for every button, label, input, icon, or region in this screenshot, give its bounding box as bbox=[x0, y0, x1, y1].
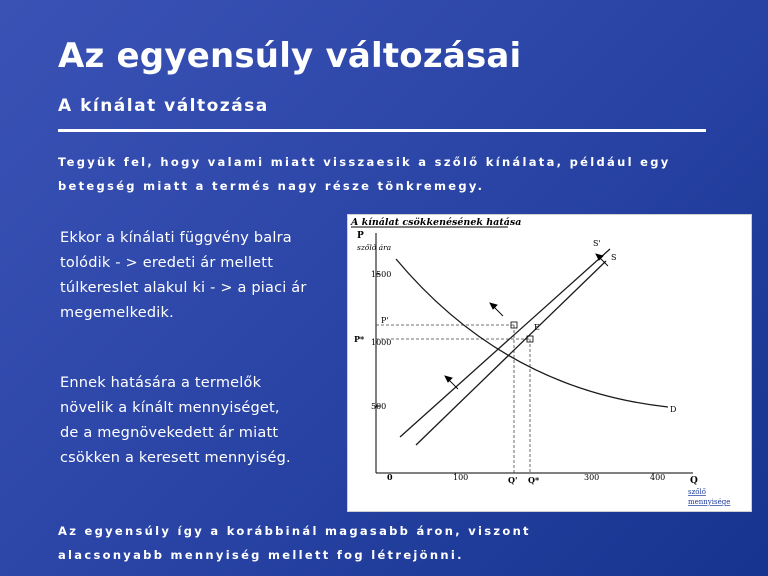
conclusion-line-2: alacsonyabb mennyiség mellett fog létrejönni. bbox=[58, 548, 464, 562]
label-supply-new: S' bbox=[593, 239, 601, 248]
label-demand: D bbox=[670, 405, 677, 414]
title-divider bbox=[58, 129, 706, 132]
y-axis-symbol: P bbox=[357, 231, 364, 241]
x-tick-300: 300 bbox=[584, 473, 600, 482]
y-axis-label: szőlő ára bbox=[357, 243, 392, 252]
conclusion-line-1: Az egyensúly így a korábbinál magasabb áron, viszont bbox=[58, 524, 531, 538]
figure-caption: A kínálat csökkenésének hatása bbox=[351, 217, 522, 228]
label-equilibrium: E bbox=[534, 323, 540, 332]
supply-shift-figure bbox=[347, 214, 752, 512]
x-axis-label-line2: mennyisége bbox=[688, 498, 731, 506]
slide-subtitle: A kínálat változása bbox=[58, 96, 269, 116]
paragraph1-line-2: tolódik - > eredeti ár mellett bbox=[60, 255, 274, 271]
intro-line-2: betegség miatt a termés nagy része tönkremegy. bbox=[58, 179, 485, 193]
paragraph2-line-2: növelik a kínált mennyiséget, bbox=[60, 400, 280, 416]
quantity-marker-old: Q* bbox=[528, 475, 540, 485]
supply-curve-new bbox=[400, 249, 610, 437]
price-marker-new: P' bbox=[381, 316, 389, 325]
slide-title: Az egyensúly változásai bbox=[58, 36, 522, 76]
paragraph2-line-4: csökken a keresett mennyiség. bbox=[60, 450, 291, 466]
x-axis-symbol: Q bbox=[690, 476, 698, 486]
x-tick-100: 100 bbox=[453, 473, 469, 482]
supply-demand-diagram bbox=[348, 215, 751, 511]
y-tick-1500: 1500 bbox=[371, 270, 392, 279]
label-supply-old: S bbox=[611, 253, 617, 262]
price-marker-old: P* bbox=[354, 334, 365, 344]
y-tick-500: 500 bbox=[371, 402, 387, 411]
quantity-marker-new: Q' bbox=[508, 475, 518, 485]
x-tick-400: 400 bbox=[650, 473, 666, 482]
paragraph1-line-4: megemelkedik. bbox=[60, 305, 174, 321]
x-axis-label-line1: szőlő bbox=[688, 488, 706, 496]
paragraph1-line-1: Ekkor a kínálati függvény balra bbox=[60, 230, 292, 246]
supply-curve-old bbox=[416, 261, 606, 445]
intro-line-1: Tegyük fel, hogy valami miatt visszaesik a szőlő kínálata, például egy bbox=[58, 155, 671, 169]
shift-arrows bbox=[445, 254, 608, 389]
paragraph1-line-3: túlkereslet alakul ki - > a piaci ár bbox=[60, 280, 307, 296]
paragraph2-line-1: Ennek hatására a termelők bbox=[60, 375, 262, 391]
paragraph2-line-3: de a megnövekedett ár miatt bbox=[60, 425, 279, 441]
x-tick-0: 0 bbox=[387, 472, 393, 482]
y-tick-1000: 1000 bbox=[371, 338, 392, 347]
